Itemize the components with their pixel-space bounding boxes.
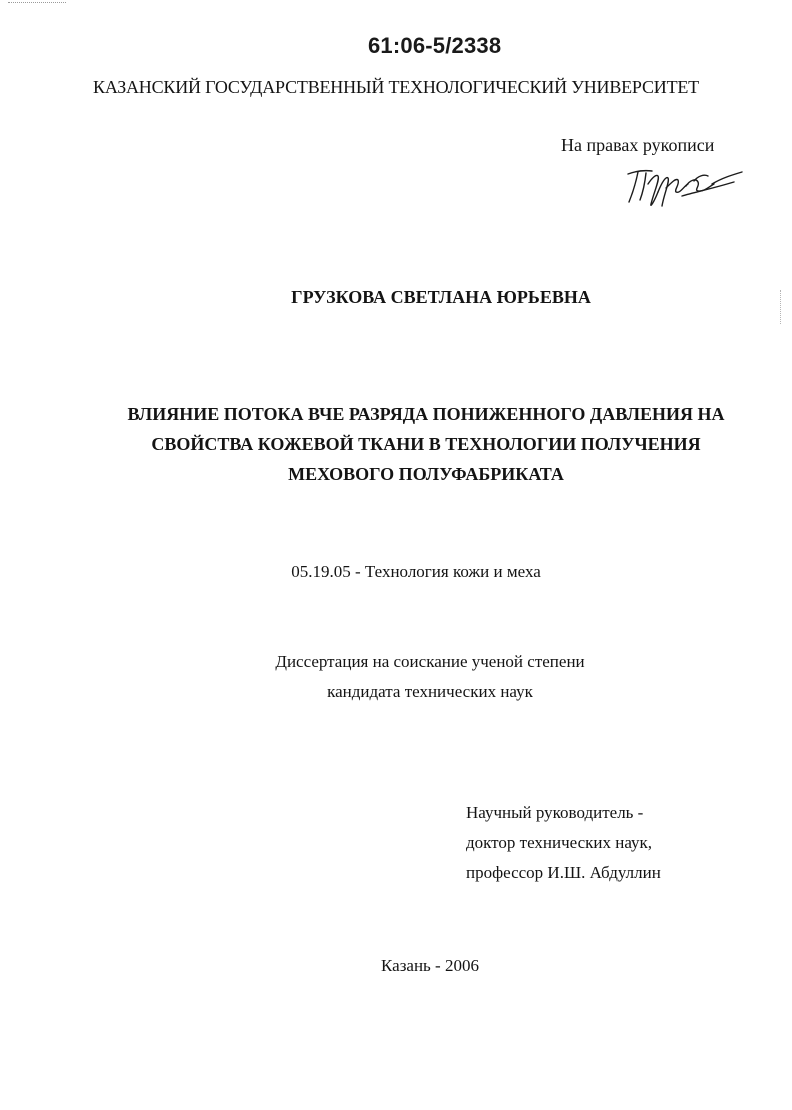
dissertation-title (0, 399, 792, 489)
place-and-year: Казань - 2006 (381, 956, 479, 975)
supervisor-line: профессор И.Ш. Абдуллин (466, 863, 661, 882)
author-signature (618, 162, 744, 210)
author-name: ГРУЗКОВА СВЕТЛАНА ЮРЬЕВНА (291, 287, 591, 307)
title-line: ВЛИЯНИЕ ПОТОКА ВЧЕ РАЗРЯДА ПОНИЖЕННОГО ДАВЛЕНИЯ НА (127, 404, 725, 424)
scan-artifact-top (8, 2, 66, 5)
scientific-supervisor (466, 798, 661, 888)
degree-statement (0, 647, 792, 707)
title-line: МЕХОВОГО ПОЛУФАБРИКАТА (288, 464, 564, 484)
manuscript-rights-note: На правах рукописи (561, 135, 715, 155)
catalog-code: 61:06-5/2338 (368, 33, 502, 58)
university-name: КАЗАНСКИЙ ГОСУДАРСТВЕННЫЙ ТЕХНОЛОГИЧЕСКИЙ УНИВЕРСИТЕТ (93, 77, 699, 97)
degree-line: кандидата технических наук (327, 682, 533, 701)
degree-line: Диссертация на соискание ученой степени (275, 652, 585, 671)
title-line: СВОЙСТВА КОЖЕВОЙ ТКАНИ В ТЕХНОЛОГИИ ПОЛУЧЕНИЯ (151, 434, 701, 454)
specialty-code: 05.19.05 - Технология кожи и меха (291, 562, 541, 581)
supervisor-line: доктор технических наук, (466, 833, 653, 852)
supervisor-line: Научный руководитель - (466, 803, 644, 822)
